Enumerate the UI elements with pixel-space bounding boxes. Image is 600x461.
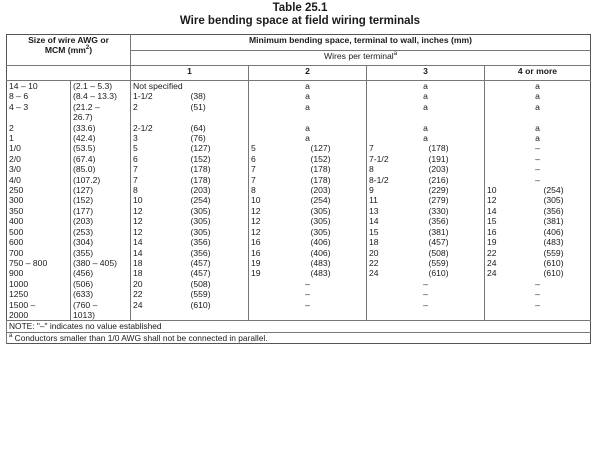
- four-wire-in-cell: 22: [485, 248, 542, 258]
- three-wire-mm-cell: (203): [428, 164, 449, 175]
- three-wire-in-cell: 7: [367, 143, 427, 153]
- four-wire-in-cell: [485, 112, 542, 122]
- four-wire-mm-cell: (406): [543, 226, 564, 237]
- mm-cell: 26.7): [71, 112, 131, 122]
- four-wire-mm-cell: (610): [543, 257, 564, 268]
- size-header-close: ): [89, 45, 93, 56]
- awg-cell: 600: [9, 237, 24, 248]
- one-wire-in-cell: 14: [131, 237, 189, 247]
- mm-cell: (355): [71, 248, 131, 258]
- three-wire-mm-cell: (508): [428, 247, 449, 258]
- two-wire-mm-cell: (254): [310, 195, 331, 206]
- table-row: [7, 216, 591, 226]
- mm-cell: 1013): [71, 310, 131, 321]
- one-wire-mm-cell: (203): [190, 185, 211, 196]
- three-wire-in-cell: a: [367, 133, 485, 143]
- three-wire-in-cell: 22: [367, 258, 427, 268]
- footnote-marker: a: [9, 332, 13, 339]
- three-wire-mm-cell: [427, 112, 485, 122]
- two-wire-in-cell: –: [249, 300, 367, 310]
- table-row: [7, 81, 591, 92]
- table-row: [7, 164, 591, 174]
- size-header-line1: Size of wire AWG or: [28, 35, 109, 45]
- four-wire-in-cell: 24: [485, 258, 542, 268]
- four-wire-in-cell: –: [485, 175, 591, 185]
- table-row: [7, 112, 591, 122]
- four-wire-mm-cell: [542, 112, 591, 122]
- awg-cell: 300: [9, 195, 24, 206]
- wire-bending-table: [6, 34, 591, 344]
- awg-cell: 2: [9, 122, 14, 133]
- three-wire-in-cell: –: [367, 289, 485, 299]
- one-wire-in-cell: 7: [131, 175, 189, 185]
- two-wire-in-cell: 7: [249, 164, 309, 174]
- one-wire-mm-cell: (38): [190, 91, 206, 102]
- mm-cell: (42.4): [71, 133, 131, 143]
- two-wire-in-cell: 6: [249, 154, 309, 164]
- col-header-2: 2: [249, 66, 367, 81]
- two-wire-in-cell: 16: [249, 248, 309, 258]
- size-header-blank: [7, 66, 131, 81]
- table-row: [7, 185, 591, 195]
- one-wire-mm-cell: (76): [190, 133, 206, 144]
- size-header-line2: MCM (mm: [44, 45, 86, 56]
- mm-cell: (380 – 405): [71, 258, 131, 268]
- two-wire-mm-cell: [309, 112, 367, 122]
- awg-cell: 350: [9, 205, 24, 216]
- three-wire-mm-cell: (381): [428, 226, 449, 237]
- two-wire-mm-cell: (406): [310, 237, 331, 248]
- mm-cell: (506): [71, 279, 131, 289]
- awg-cell: 1/0: [9, 143, 21, 154]
- three-wire-in-cell: 7-1/2: [367, 154, 427, 164]
- table-row: [7, 123, 591, 133]
- three-wire-mm-cell: (191): [428, 153, 449, 164]
- three-wire-in-cell: 9: [367, 185, 427, 195]
- three-wire-mm-cell: (559): [428, 257, 449, 268]
- awg-cell: 14 – 10: [9, 81, 38, 91]
- two-wire-in-cell: 19: [249, 258, 309, 268]
- one-wire-in-cell: 10: [131, 195, 189, 205]
- four-wire-in-cell: a: [485, 81, 591, 92]
- three-wire-in-cell: a: [367, 102, 485, 112]
- two-wire-in-cell: a: [249, 133, 367, 143]
- table-row: [7, 268, 591, 278]
- one-wire-in-cell: 8: [131, 185, 189, 195]
- mm-cell: (253): [71, 227, 131, 237]
- one-wire-mm-cell: (610): [190, 299, 211, 310]
- wires-per-terminal-header: [131, 51, 591, 66]
- table-row: [7, 154, 591, 164]
- four-wire-in-cell: 15: [485, 216, 542, 226]
- three-wire-in-cell: 13: [367, 206, 427, 216]
- two-wire-in-cell: 5: [249, 143, 309, 153]
- three-wire-mm-cell: (610): [428, 268, 449, 279]
- table-row: [7, 206, 591, 216]
- three-wire-in-cell: a: [367, 91, 485, 101]
- one-wire-mm-cell: (305): [190, 216, 211, 227]
- table-row: [7, 279, 591, 289]
- mm-cell: (2.1 – 5.3): [71, 81, 131, 92]
- three-wire-in-cell: 24: [367, 268, 427, 278]
- one-wire-mm-cell: (254): [190, 195, 211, 206]
- three-wire-mm-cell: (330): [428, 205, 449, 216]
- footnote-text: Conductors smaller than 1/0 AWG shall not be connected in parallel.: [12, 332, 268, 343]
- col-header-4: 4 or more: [485, 66, 591, 81]
- table-row: [7, 133, 591, 143]
- table-caption: [0, 0, 600, 28]
- mm-cell: (33.6): [71, 123, 131, 133]
- mm-cell: (633): [71, 289, 131, 299]
- mm-cell: (456): [71, 268, 131, 278]
- two-wire-mm-cell: (305): [310, 205, 331, 216]
- one-wire-mm-cell: (51): [190, 101, 206, 112]
- table-row: [7, 237, 591, 247]
- three-wire-in-cell: 20: [367, 248, 427, 258]
- awg-cell: 900: [9, 268, 24, 279]
- one-wire-mm-cell: [189, 112, 249, 122]
- three-wire-in-cell: [367, 112, 427, 122]
- four-wire-in-cell: –: [485, 300, 591, 310]
- min-space-header: Minimum bending space, terminal to wall, inches (mm): [131, 35, 591, 51]
- four-wire-in-cell: –: [485, 154, 591, 164]
- two-wire-in-cell: 12: [249, 206, 309, 216]
- one-wire-in-cell: 18: [131, 268, 189, 278]
- two-wire-in-cell: –: [249, 289, 367, 299]
- three-wire-in-cell: –: [367, 279, 485, 289]
- one-wire-in-cell: 12: [131, 227, 189, 237]
- mm-cell: (203): [71, 216, 131, 226]
- one-wire-in-cell: 24: [131, 300, 189, 310]
- awg-cell: 4/0: [9, 174, 21, 185]
- two-wire-mm-cell: (127): [310, 143, 331, 154]
- three-wire-in-cell: –: [367, 300, 485, 310]
- two-wire-mm-cell: (203): [310, 185, 331, 196]
- two-wire-in-cell: –: [249, 279, 367, 289]
- size-header-sup: 2: [85, 45, 90, 52]
- four-wire-mm-cell: [542, 310, 591, 321]
- mm-cell: (85.0): [71, 164, 131, 174]
- one-wire-mm-cell: (457): [190, 268, 211, 279]
- three-wire-mm-cell: (356): [428, 216, 449, 227]
- mm-cell: (127): [71, 185, 131, 195]
- one-wire-in-cell: [131, 112, 189, 122]
- four-wire-in-cell: 10: [485, 185, 542, 195]
- four-wire-in-cell: [485, 310, 542, 321]
- one-wire-in-cell: 22: [131, 289, 189, 299]
- four-wire-in-cell: a: [485, 133, 591, 143]
- two-wire-in-cell: 16: [249, 237, 309, 247]
- one-wire-mm-cell: (457): [190, 257, 211, 268]
- three-wire-in-cell: 14: [367, 216, 427, 226]
- three-wire-in-cell: 8-1/2: [367, 175, 427, 185]
- four-wire-in-cell: 24: [485, 268, 542, 278]
- mm-cell: (760 –: [71, 300, 131, 310]
- two-wire-in-cell: a: [249, 102, 367, 112]
- three-wire-mm-cell: (229): [428, 185, 449, 196]
- four-wire-in-cell: 19: [485, 237, 542, 247]
- one-wire-mm-cell: [189, 310, 249, 321]
- two-wire-in-cell: 7: [249, 175, 309, 185]
- one-wire-in-cell: 1-1/2: [131, 91, 189, 101]
- table-row: [7, 310, 591, 321]
- two-wire-in-cell: [249, 310, 309, 321]
- four-wire-mm-cell: (381): [543, 216, 564, 227]
- table-footnote-row: [7, 332, 591, 343]
- mm-cell: (21.2 –: [71, 102, 131, 112]
- col-header-1: 1: [131, 66, 249, 81]
- awg-cell: 1000: [9, 278, 29, 289]
- table-row: [7, 258, 591, 268]
- awg-cell: 250: [9, 185, 24, 196]
- awg-cell: 400: [9, 216, 24, 227]
- two-wire-in-cell: 12: [249, 216, 309, 226]
- mm-cell: (304): [71, 237, 131, 247]
- two-wire-mm-cell: (152): [310, 153, 331, 164]
- one-wire-in-cell: 2-1/2: [131, 123, 189, 133]
- three-wire-in-cell: [367, 310, 427, 321]
- one-wire-mm-cell: (559): [190, 289, 211, 300]
- table-row: [7, 102, 591, 112]
- four-wire-mm-cell: (610): [543, 268, 564, 279]
- two-wire-mm-cell: (178): [310, 174, 331, 185]
- awg-cell: 3/0: [9, 164, 21, 175]
- three-wire-in-cell: 18: [367, 237, 427, 247]
- four-wire-in-cell: –: [485, 279, 591, 289]
- awg-cell: 1: [9, 133, 14, 144]
- three-wire-mm-cell: (457): [428, 237, 449, 248]
- four-wire-in-cell: 14: [485, 206, 542, 216]
- one-wire-in-cell: 3: [131, 133, 189, 143]
- awg-cell: 750 – 800: [9, 257, 48, 268]
- awg-cell: 700: [9, 247, 24, 258]
- two-wire-mm-cell: (305): [310, 226, 331, 237]
- four-wire-in-cell: a: [485, 91, 591, 101]
- one-wire-mm-cell: (127): [190, 143, 211, 154]
- four-wire-in-cell: a: [485, 102, 591, 112]
- two-wire-in-cell: [249, 112, 309, 122]
- three-wire-in-cell: 15: [367, 227, 427, 237]
- two-wire-in-cell: a: [249, 91, 367, 101]
- four-wire-mm-cell: (559): [543, 247, 564, 258]
- four-wire-mm-cell: (254): [543, 185, 564, 196]
- awg-cell: 1500 –: [9, 299, 36, 310]
- two-wire-mm-cell: (178): [310, 164, 331, 175]
- two-wire-in-cell: a: [249, 81, 367, 92]
- awg-cell: 500: [9, 226, 24, 237]
- table-number: Table 25.1: [272, 2, 328, 14]
- one-wire-mm-cell: (356): [190, 247, 211, 258]
- awg-cell: 1250: [9, 289, 29, 300]
- one-wire-mm-cell: (508): [190, 278, 211, 289]
- one-wire-in-cell: 2: [131, 102, 189, 112]
- one-wire-mm-cell: (356): [190, 237, 211, 248]
- one-wire-in-cell: Not specified: [131, 81, 249, 92]
- two-wire-mm-cell: (305): [310, 216, 331, 227]
- table-title: Wire bending space at field wiring terminals: [179, 15, 421, 27]
- table-row: [7, 248, 591, 258]
- four-wire-in-cell: –: [485, 143, 591, 153]
- table-row: [7, 227, 591, 237]
- two-wire-in-cell: 8: [249, 185, 309, 195]
- four-wire-in-cell: –: [485, 164, 591, 174]
- mm-cell: (107.2): [71, 175, 131, 185]
- one-wire-in-cell: 14: [131, 248, 189, 258]
- one-wire-in-cell: [131, 310, 189, 321]
- mm-cell: (152): [71, 195, 131, 205]
- one-wire-in-cell: 20: [131, 279, 189, 289]
- one-wire-mm-cell: (178): [190, 164, 211, 175]
- table-row: [7, 143, 591, 153]
- two-wire-mm-cell: [309, 310, 367, 321]
- four-wire-in-cell: a: [485, 123, 591, 133]
- three-wire-in-cell: 11: [367, 195, 427, 205]
- four-wire-mm-cell: (305): [543, 195, 564, 206]
- three-wire-in-cell: a: [367, 123, 485, 133]
- awg-cell: 4 – 3: [9, 101, 29, 112]
- table-row: [7, 195, 591, 205]
- three-wire-mm-cell: (279): [428, 195, 449, 206]
- two-wire-mm-cell: (483): [310, 257, 331, 268]
- one-wire-mm-cell: (178): [190, 174, 211, 185]
- one-wire-mm-cell: (152): [190, 153, 211, 164]
- one-wire-in-cell: 5: [131, 143, 189, 153]
- one-wire-mm-cell: (305): [190, 226, 211, 237]
- awg-cell: [7, 112, 71, 122]
- table-row: [7, 175, 591, 185]
- table-row: [7, 289, 591, 299]
- two-wire-in-cell: 10: [249, 195, 309, 205]
- three-wire-in-cell: a: [367, 81, 485, 92]
- table-row: [7, 91, 591, 101]
- awg-cell: 2000: [9, 309, 29, 320]
- one-wire-in-cell: 18: [131, 258, 189, 268]
- one-wire-in-cell: 12: [131, 216, 189, 226]
- two-wire-in-cell: 12: [249, 227, 309, 237]
- table-note-row: [7, 321, 591, 332]
- mm-cell: (177): [71, 206, 131, 216]
- one-wire-in-cell: 7: [131, 164, 189, 174]
- awg-cell: 2/0: [9, 153, 21, 164]
- two-wire-in-cell: 19: [249, 268, 309, 278]
- one-wire-mm-cell: (305): [190, 205, 211, 216]
- four-wire-in-cell: 16: [485, 227, 542, 237]
- three-wire-mm-cell: (178): [428, 143, 449, 154]
- one-wire-in-cell: 12: [131, 206, 189, 216]
- four-wire-in-cell: –: [485, 289, 591, 299]
- two-wire-in-cell: a: [249, 123, 367, 133]
- mm-cell: (8.4 – 13.3): [71, 91, 131, 101]
- three-wire-mm-cell: [427, 310, 485, 321]
- wires-per-terminal-sup: a: [393, 51, 398, 58]
- four-wire-in-cell: 12: [485, 195, 542, 205]
- footnote-parallel: [7, 332, 591, 343]
- mm-cell: (67.4): [71, 154, 131, 164]
- two-wire-mm-cell: (406): [310, 247, 331, 258]
- one-wire-in-cell: 6: [131, 154, 189, 164]
- four-wire-mm-cell: (356): [543, 205, 564, 216]
- one-wire-mm-cell: (64): [190, 122, 206, 133]
- wires-per-terminal-label: Wires per terminal: [323, 51, 394, 61]
- four-wire-mm-cell: (483): [543, 237, 564, 248]
- table-row: [7, 300, 591, 310]
- col-header-3: 3: [367, 66, 485, 81]
- two-wire-mm-cell: (483): [310, 268, 331, 279]
- three-wire-in-cell: 8: [367, 164, 427, 174]
- size-header: [7, 35, 131, 66]
- awg-cell: 8 – 6: [9, 91, 29, 102]
- note-no-value: NOTE: "–" indicates no value established: [7, 321, 591, 332]
- three-wire-mm-cell: (216): [428, 174, 449, 185]
- mm-cell: (53.5): [71, 143, 131, 153]
